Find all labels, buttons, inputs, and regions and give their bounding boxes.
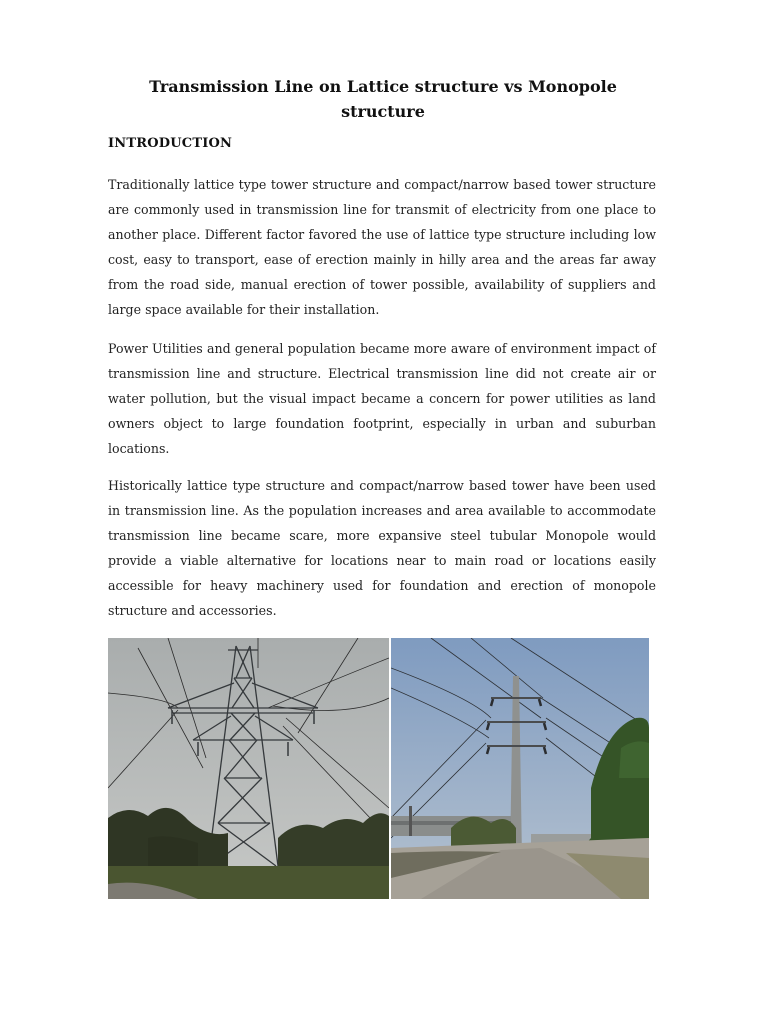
paragraph-3: Historically lattice type structure and compact/narrow based tower have been used in transmission line. As the population increases and area available to accommodate transmission line became scare, more expansive steel tubular Monopole would provide a viable alternative for locations near to main road or locations easily accessible for heavy machinery used for foundation and erection of monopole structure and accessories.: [108, 478, 656, 618]
lattice-tower-photo: [108, 638, 389, 899]
paragraph-2: Power Utilities and general population became more aware of environment impact of transmission line and structure. Electrical transmission line did not create air or water pollution, but the visual impact became a concern for power utilities as land owners object to large foundation footprint, especially in urban and suburban locations.: [108, 341, 656, 456]
monopole-photo: [391, 638, 649, 899]
section-heading: INTRODUCTION: [108, 136, 233, 151]
comparison-photos: [108, 638, 649, 899]
paragraph-1: Traditionally lattice type tower structure and compact/narrow based tower structure are commonly used in transmission line for transmit of electricity from one place to another place. Different factor favored the use of lattice type structure including low cost, easy to transport, ease of erection mainly in hilly area and the areas far away from the road side, manual erection of tower possible, availability of suppliers and large space available for their installation.: [108, 177, 656, 317]
document-title: Transmission Line on Lattice structure vs Monopole structure: [149, 77, 617, 121]
